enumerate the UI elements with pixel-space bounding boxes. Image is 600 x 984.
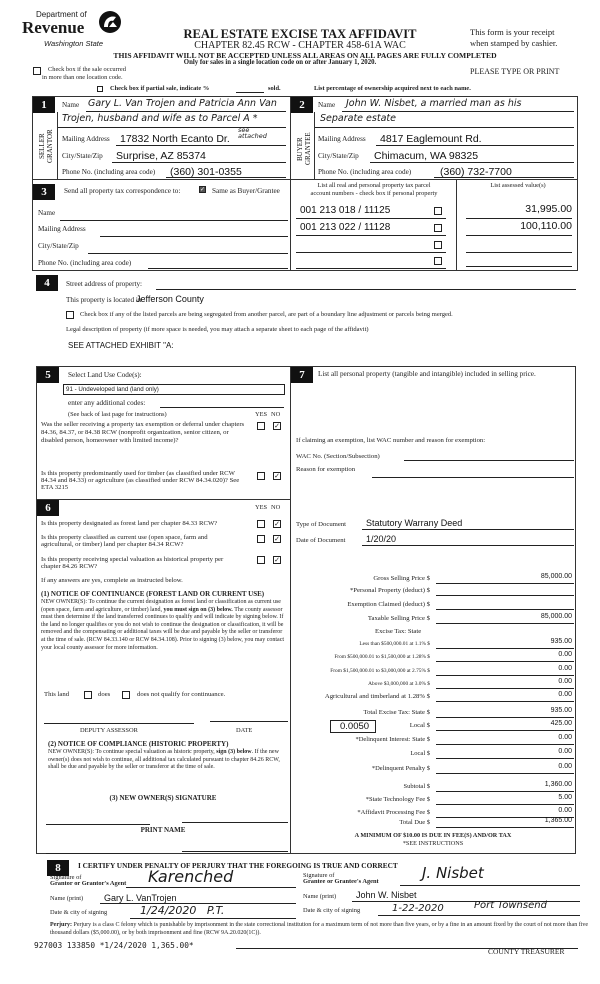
legal-description[interactable]: SEE ATTACHED EXHIBIT "A:	[68, 341, 174, 350]
correspondence-city-label: City/State/Zip	[38, 242, 79, 250]
grantee-sig-label-1: Signature of	[303, 872, 335, 879]
parcel-number-input[interactable]	[296, 268, 446, 269]
taxable-price-value[interactable]: 85,000.00	[540, 613, 572, 620]
print-name-1[interactable]	[46, 853, 150, 854]
personal-property-deduct-label: *Personal Property (deduct) $	[349, 587, 430, 594]
forest-land-question: Is this property designated as forest land per chapter 84.33 RCW?	[41, 520, 218, 527]
timber-yes-checkbox[interactable]	[257, 472, 265, 480]
assessed-value-input[interactable]	[466, 252, 572, 253]
personal-property-checkbox[interactable]	[434, 241, 442, 249]
timber-no-checkbox[interactable]: ✓	[274, 472, 280, 480]
exemption-claimed-label: Exemption Claimed (deduct) $	[347, 601, 430, 608]
subtotal-value[interactable]: 1,360.00	[544, 781, 572, 788]
parcels-header-2: account numbers - check box if personal property	[310, 190, 438, 197]
buyer-phone-label: Phone No. (including area code)	[318, 168, 412, 176]
new-owner-signature-2[interactable]	[182, 822, 288, 823]
deputy-assessor-signature[interactable]	[44, 723, 194, 724]
partial-sale-suffix: sold.	[268, 85, 281, 92]
does-not-qualify-checkbox[interactable]	[122, 691, 130, 699]
seller-name-line1[interactable]: Gary L. Van Trojen and Patricia Ann Van	[88, 98, 277, 109]
see-attached-note: see attached	[238, 126, 267, 140]
certify-text: I CERTIFY UNDER PENALTY OF PERJURY THAT THE FOREGOING IS TRUE AND CORRECT	[78, 861, 398, 870]
deputy-assessor-label: DEPUTY ASSESSOR	[80, 727, 138, 734]
state-technology-fee-value[interactable]: 5.00	[558, 794, 572, 801]
exemption-claimed-input[interactable]	[436, 609, 574, 610]
see-back-note: (See back of last page for instructions)	[68, 411, 167, 418]
partial-sale-checkbox[interactable]	[97, 86, 103, 92]
print-name-label: PRINT NAME	[140, 826, 186, 834]
parcel-number[interactable]: 001 213 018 / 11125	[300, 205, 391, 216]
grantor-name-label: Name (print)	[50, 895, 84, 902]
grantee-city[interactable]: Port Townsend	[474, 900, 547, 911]
gross-price-label: Gross Selling Price $	[373, 575, 430, 582]
street-address-label: Street address of property:	[66, 280, 143, 288]
local-excise-label: Local $	[409, 722, 430, 729]
tier-500k-1500k-label: From $500,000.01 to $1,500,000 at 1.28% $	[334, 654, 430, 660]
same-as-buyer-label: Same as Buyer/Grantee	[212, 187, 280, 195]
correspondence-city-input[interactable]	[88, 253, 288, 254]
tier-above-3m-line	[436, 688, 574, 689]
form-subtitle: CHAPTER 82.45 RCW - CHAPTER 458-61A WAC	[194, 40, 406, 51]
notice-compliance-text-a: NEW OWNER(S): To continue special valuation as historic property,	[48, 749, 215, 755]
current-use-question: Is this property classified as current use (open space, farm and agricultural, or timber) land per chapter 84.34 RCW?	[41, 534, 208, 548]
parcel-number-input[interactable]	[296, 252, 446, 253]
send-correspondence-label: Send all property tax correspondence to:	[64, 187, 181, 195]
land-use-code-value: 91 - Undeveloped land (land only)	[66, 386, 159, 393]
current-use-no-checkbox[interactable]: ✓	[274, 535, 280, 543]
tier-above-3m-value[interactable]: 0.00	[558, 678, 572, 685]
assessed-value[interactable]: 31,995.00	[525, 203, 572, 215]
assessed-value[interactable]: 100,110.00	[520, 220, 572, 232]
section-5-badge: 5	[37, 367, 59, 383]
street-address-input[interactable]	[156, 289, 576, 290]
buyer-city-label: City/State/Zip	[318, 152, 359, 160]
personal-property-checkbox[interactable]	[434, 207, 442, 215]
located-in-label: This property is located in	[66, 296, 142, 304]
state-technology-fee-label: *State Technology Fee $	[365, 796, 430, 803]
excise-state-label: Excise Tax: State	[375, 628, 422, 635]
multi-location-label-2: in more than one location code.	[42, 74, 123, 81]
new-owner-signature-title: (3) NEW OWNER(S) SIGNATURE	[109, 794, 217, 802]
receipt-note-2: when stamped by cashier.	[470, 38, 558, 48]
taxable-price-label: Taxable Selling Price $	[367, 615, 430, 622]
grantee-name-label: Name (print)	[303, 893, 337, 900]
seller-name-label: Name	[62, 101, 80, 109]
wac-label: WAC No. (Section/Subsection)	[296, 453, 380, 460]
current-use-yes-checkbox[interactable]	[257, 535, 265, 543]
section-3-badge: 3	[33, 184, 55, 200]
tier-under-500k-value[interactable]: 935.00	[550, 638, 572, 645]
affidavit-processing-fee-label: *Affidavit Processing Fee $	[357, 809, 430, 816]
deputy-date-input[interactable]	[210, 721, 288, 722]
agency-main-text: Revenue	[22, 18, 85, 37]
form-title: REAL ESTATE EXCISE TAX AFFIDAVIT	[183, 27, 417, 41]
delinquent-interest-local-label: Local $	[410, 750, 430, 757]
parcel-number[interactable]: 001 213 022 / 11128	[300, 222, 391, 233]
timber-question: Is this property predominantly used for timber (as classified under RCW 84.34 and 84.33) or agriculture (as classified under RCW 84.34.020)? See ETA 3215	[41, 470, 240, 491]
section-2-badge: 2	[291, 97, 313, 113]
total-due-value[interactable]: 1,365.00	[544, 817, 572, 824]
total-excise-state-label: Total Excise Tax: State $	[363, 709, 430, 716]
seller-grantor-label: SELLER GRANTOR	[38, 129, 54, 163]
minimum-note: A MINIMUM OF $10.00 IS DUE IN FEE(S) AND/OR TAX	[354, 832, 512, 839]
yes-header: YES	[255, 411, 268, 418]
seller-phone-label: Phone No. (including area code)	[62, 168, 156, 176]
exemption-yes-checkbox[interactable]	[257, 422, 265, 430]
additional-codes-label: enter any additional codes:	[68, 399, 146, 407]
notice-compliance-text	[48, 749, 286, 772]
same-as-buyer-checkbox[interactable]: ✓	[200, 186, 206, 193]
subtotal-line	[436, 791, 574, 792]
buyer-name-line1[interactable]: John W. Nisbet, a married man as his	[346, 98, 522, 109]
tier-under-500k-line	[436, 648, 574, 649]
section-8-badge: 8	[47, 860, 69, 876]
local-rate-value: 0.0050	[340, 721, 370, 732]
affidavit-processing-fee-value[interactable]: 0.00	[558, 807, 572, 814]
multi-location-checkbox[interactable]	[33, 67, 41, 75]
receipt-note-1: This form is your receipt	[470, 27, 555, 37]
section-7-badge: 7	[291, 367, 313, 383]
county-treasurer-label: COUNTY TREASURER	[488, 947, 565, 956]
forest-yes-checkbox[interactable]	[257, 520, 265, 528]
perjury-text: Perjury is a class C felony which is punishable by imprisonment in the state correctional institution for a maximum term of not more than five years, or by a fine in an amount fixed by the court of not more than five thousand dollars ($5,000.00), or by both imprisonment and fine (RCW 9A.20.020(1C)).	[50, 922, 589, 936]
this-land-label: This land	[44, 691, 70, 698]
total-due-line	[436, 827, 574, 828]
perjury-bold: Perjury:	[50, 922, 72, 928]
agency-sub-text: Washington State	[44, 39, 104, 48]
new-owner-signature-1[interactable]	[46, 824, 150, 825]
buyer-grantee-label: BUYER GRANTEE	[296, 132, 312, 166]
wac-input[interactable]	[404, 460, 574, 461]
correspondence-phone-label: Phone No. (including area code)	[38, 259, 132, 267]
tier-1500k-3m-line	[436, 675, 574, 676]
correspondence-address-label: Mailing Address	[38, 225, 86, 233]
local-rate-box[interactable]	[330, 720, 376, 733]
grantee-date[interactable]: 1-22-2020	[392, 903, 444, 914]
assessed-value-input[interactable]	[466, 266, 572, 267]
subtotal-label: Subtotal $	[403, 783, 430, 790]
historical-question: Is this property receiving special valuation as historical property per chapter 84.26 RCW?	[41, 556, 224, 570]
legal-description-label: Legal description of property (if more space is needed, you may attach a separate sheet to each page of the affidavit)	[66, 326, 369, 333]
doc-type-label: Type of Document	[296, 521, 347, 528]
perjury-notice	[50, 921, 590, 937]
notice-compliance-text-b: . If the new owner(s) does not wish to continue, all additional tax calculated pursuant to chapter 84.26 RCW, shall be due and payable by the seller or transferor at the time of sale.	[48, 749, 280, 771]
tier-above-3m-label: Above $3,000,000 at 3.0% $	[368, 681, 430, 687]
tier-500k-1500k-line	[436, 661, 574, 662]
segregated-checkbox[interactable]	[66, 311, 74, 319]
deputy-date-label: DATE	[236, 727, 253, 734]
total-excise-state-value[interactable]: 935.00	[550, 707, 572, 714]
parcels-header-1: List all real and personal property tax parcel	[317, 182, 431, 189]
seller-phone[interactable]: (360) 301-0355	[170, 166, 242, 178]
tier-agricultural-label: Agricultural and timberland at 1.28% $	[324, 693, 430, 700]
buyer-name-label: Name	[318, 101, 336, 109]
tier-500k-1500k-value[interactable]: 0.00	[558, 651, 572, 658]
exemption-no-checkbox[interactable]: ✓	[274, 422, 280, 430]
segregated-label: Check box if any of the listed parcels are being segregated from another parcel, are part of a boundary line adjustment or parcels being merged.	[80, 311, 453, 318]
land-use-label: Select Land Use Code(s):	[68, 371, 142, 379]
reason-input[interactable]	[372, 477, 574, 478]
assessed-header: List assessed value(s)	[490, 182, 546, 189]
delinquent-interest-state-value[interactable]: 0.00	[558, 734, 572, 741]
gross-price-value[interactable]: 85,000.00	[540, 573, 572, 580]
delinquent-penalty-line	[436, 773, 574, 774]
grantee-date-label: Date & city of signing	[303, 907, 361, 914]
grantor-sig-label-1: Signature of	[50, 874, 82, 881]
no-header: NO	[271, 411, 281, 418]
notice-continuance-title: (1) NOTICE OF CONTINUANCE (FOREST LAND OR CURRENT USE)	[41, 590, 265, 598]
grantor-name[interactable]: Gary L. VanTrojen	[104, 893, 177, 903]
total-excise-state-line	[436, 717, 574, 718]
grantee-sig-label-2: Grantee or Grantee's Agent	[303, 878, 379, 885]
partial-sale-label: Check box if partial sale, indicate %	[110, 85, 210, 92]
doc-type-value[interactable]: Statutory Warrany Deed	[366, 518, 463, 528]
seller-address[interactable]: 17832 North Ecanto Dr.	[120, 133, 230, 145]
section-1-badge: 1	[33, 97, 55, 113]
additional-codes-input[interactable]	[160, 407, 284, 408]
buyer-city[interactable]: Chimacum, WA 98325	[374, 150, 479, 162]
delinquent-penalty-label: *Delinquent Penalty $	[371, 765, 430, 772]
local-excise-value[interactable]: 425.00	[550, 720, 572, 727]
section-4-badge: 4	[36, 275, 58, 291]
tier-agricultural-line	[436, 701, 574, 702]
buyer-name-line2[interactable]: Separate estate	[320, 113, 396, 124]
does-label: does	[98, 691, 111, 698]
delinquent-interest-state-line	[436, 744, 574, 745]
yes-header-6: YES	[255, 504, 268, 511]
doc-date-value[interactable]: 1/20/20	[366, 534, 397, 544]
type-or-print: PLEASE TYPE OR PRINT	[470, 67, 560, 76]
grantor-date-city[interactable]: 1/24/2020 P.T.	[140, 904, 225, 917]
does-qualify-checkbox[interactable]	[84, 691, 92, 699]
buyer-address[interactable]: 4817 Eaglemount Rd.	[380, 133, 482, 145]
only-for-text: Only for sales in a single location code on or after January 1, 2020.	[183, 59, 377, 66]
grantee-signature[interactable]: J. Nisbet	[422, 864, 484, 882]
doc-date-label: Date of Document	[296, 537, 346, 544]
treasurer-stamp: 927003 133850 *1/24/2020 1,365.00*	[34, 941, 194, 950]
section-6-badge: 6	[37, 500, 59, 516]
personal-property-label: List all personal property (tangible and intangible) included in selling price.	[318, 370, 536, 378]
correspondence-name-input[interactable]	[60, 220, 288, 221]
delinquent-penalty-value[interactable]: 0.00	[558, 763, 572, 770]
agency-top-text: Department of	[36, 10, 87, 19]
state-technology-fee-line	[436, 804, 574, 805]
county-value[interactable]: Jefferson County	[136, 294, 204, 304]
personal-property-checkbox[interactable]	[434, 224, 442, 232]
notice-continuance-text-b: The county assessor must then determine if the land transferred continues to qualify and will indicate by signing below. If the land no longer qualifies or you do not wish to continue the designation or classification, it will be removed and the compensating or additional taxes will be due and payable by the seller or transferor at the time of sale. (RCW 84.33.140 or RCW 84.34.108). Prior to signing (3) below, you may contact your local county assessor for more information.	[41, 606, 285, 651]
seller-city-label: City/State/Zip	[62, 152, 103, 160]
delinquent-interest-local-value[interactable]: 0.00	[558, 748, 572, 755]
buyer-phone[interactable]: (360) 732-7700	[440, 166, 512, 178]
multi-location-label-1: Check box if the sale occurred	[48, 66, 126, 73]
notice-compliance-title: (2) NOTICE OF COMPLIANCE (HISTORIC PROPERTY)	[48, 740, 229, 748]
seller-city[interactable]: Surprise, AZ 85374	[116, 150, 206, 162]
tier-1500k-3m-value[interactable]: 0.00	[558, 665, 572, 672]
tier-under-500k-label: Less than $500,000.01 at 1.1% $	[359, 641, 430, 647]
historical-no-checkbox[interactable]: ✓	[274, 556, 280, 564]
notice-compliance-bold: sign (3) below	[216, 749, 252, 755]
correspondence-address-input[interactable]	[100, 236, 288, 237]
land-use-code-select[interactable]	[63, 384, 285, 395]
personal-property-deduct-input[interactable]	[436, 595, 574, 596]
delinquent-interest-state-label: *Delinquent Interest: State $	[355, 736, 430, 743]
no-header-6: NO	[271, 504, 281, 511]
does-not-label: does not qualify for continuance.	[137, 691, 226, 698]
grantor-date-label: Date & city of signing	[50, 909, 108, 916]
forest-no-checkbox[interactable]: ✓	[274, 520, 280, 528]
correspondence-name-label: Name	[38, 209, 56, 217]
notice-continuance-text-a: NEW OWNER(S): To continue the current designation as forest land or classification as current use (open space, farm and agriculture, or timber) land,	[41, 599, 281, 613]
if-yes-note: If any answers are yes, complete as instructed below.	[41, 577, 183, 584]
seller-address-label: Mailing Address	[62, 135, 110, 143]
personal-property-checkbox[interactable]	[434, 257, 442, 265]
partial-sale-percent-input[interactable]	[236, 92, 264, 93]
buyer-address-label: Mailing Address	[318, 135, 366, 143]
total-due-label: Total Due $	[399, 819, 430, 826]
notice-continuance-text	[41, 599, 286, 652]
tier-1500k-3m-label: From $1,500,000.01 to $3,000,000 at 2.75% $	[330, 668, 430, 674]
delinquent-interest-local-line	[436, 758, 574, 759]
see-instructions: *SEE INSTRUCTIONS	[402, 840, 464, 847]
tier-agricultural-value[interactable]: 0.00	[558, 691, 572, 698]
grantor-signature[interactable]: Karenched	[148, 867, 234, 886]
seller-name-line2[interactable]: Trojen, husband and wife as to Parcel A *	[62, 113, 258, 124]
notice-continuance-bold: you must sign on (3) below.	[163, 606, 233, 613]
warning-text: THIS AFFIDAVIT WILL NOT BE ACCEPTED UNLESS ALL AREAS ON ALL PAGES ARE FULLY COMPLETED	[113, 51, 497, 60]
print-name-2[interactable]	[182, 851, 288, 852]
grantee-name[interactable]: John W. Nisbet	[356, 890, 417, 900]
exemption-question: Was the seller receiving a property tax exemption or deferral under chapters 84.36, 84.37, or 84.38 RCW (nonprofit organization, senior citizen, or disabled person, homeowner with limited income)?	[41, 421, 245, 444]
local-excise-line	[436, 730, 574, 731]
exemption-claim-label: If claiming an exemption, list WAC number and reason for exemption:	[296, 437, 486, 444]
grantor-sig-label-2: Grantor or Grantor's Agent	[50, 880, 127, 887]
correspondence-phone-input[interactable]	[148, 268, 288, 269]
reason-label: Reason for exemption	[296, 466, 356, 473]
ownership-note: List percentage of ownership acquired next to each name.	[314, 85, 471, 92]
historical-yes-checkbox[interactable]	[257, 556, 265, 564]
